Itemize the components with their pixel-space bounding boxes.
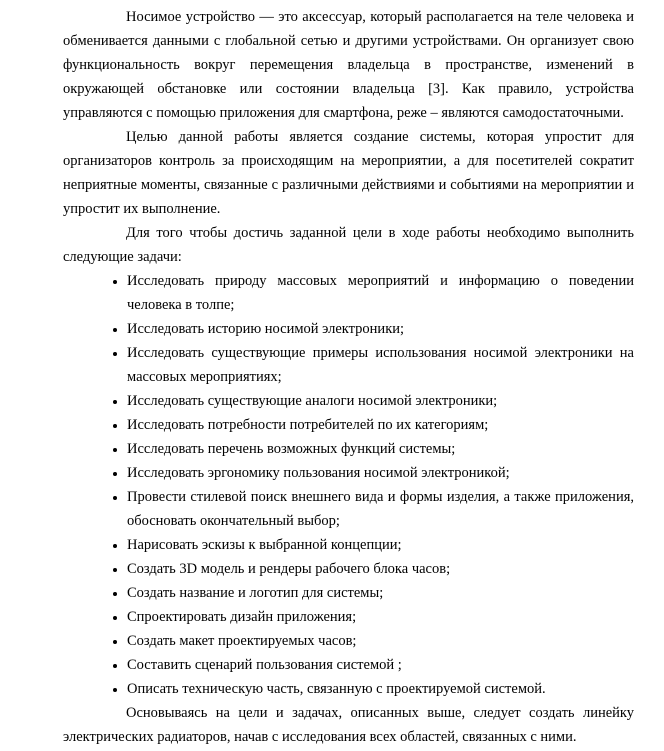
task-item: • Исследовать природу массовых мероприятий и информацию о поведении человека в толпе;	[127, 269, 634, 317]
task-list	[63, 269, 634, 701]
task-item: • Исследовать существующие примеры использования носимой электроники на массовых мероприятиях;	[127, 341, 634, 389]
paragraph-tasks-lead-in: Для того чтобы достичь заданной цели в ходе работы необходимо выполнить следующие задачи:	[63, 225, 634, 265]
task-item: • Составить сценарий пользования системой ;	[127, 653, 634, 677]
task-item: • Исследовать историю носимой электроники;	[127, 317, 634, 341]
task-item: • Создать 3D модель и рендеры рабочего блока часов;	[127, 557, 634, 581]
paragraph-work-goal: Целью данной работы является создание системы, которая упростит для организаторов контроль за происходящим на мероприятии, а для посетителей сократит неприятные моменты, связанные с различными действиями и событиями на мероприятии и упростит их выполнение.	[63, 129, 634, 217]
paragraph-conclusion: Основываясь на цели и задачах, описанных выше, следует создать линейку электрических радиаторов, начав с исследования всех областей, связанных с ними.	[63, 705, 634, 745]
task-item: • Спроектировать дизайн приложения;	[127, 605, 634, 629]
task-item: • Исследовать потребности потребителей по их категориям;	[127, 413, 634, 437]
task-item: • Нарисовать эскизы к выбранной концепции;	[127, 533, 634, 557]
task-item: • Описать техническую часть, связанную с проектируемой системой.	[127, 677, 634, 701]
task-item: • Исследовать эргономику пользования носимой электроникой;	[127, 461, 634, 485]
task-item: • Создать макет проектируемых часов;	[127, 629, 634, 653]
paragraph-wearable-definition: Носимое устройство — это аксессуар, который располагается на теле человека и обменивается данными с глобальной сетью и другими устройствами. Он организует свою функциональность вокруг перемещения владельца в пространстве, изменений в окружающей обстановке или состоянии владельца [3]. Как правило, устройства управляются с помощью приложения для смартфона, реже – являются самодостаточными.	[63, 9, 634, 121]
task-item: • Создать название и логотип для системы;	[127, 581, 634, 605]
task-item: • Исследовать существующие аналоги носимой электроники;	[127, 389, 634, 413]
task-item: • Исследовать перечень возможных функций системы;	[127, 437, 634, 461]
task-item: • Провести стилевой поиск внешнего вида и формы изделия, а также приложения, обосновать окончательный выбор;	[127, 485, 634, 533]
